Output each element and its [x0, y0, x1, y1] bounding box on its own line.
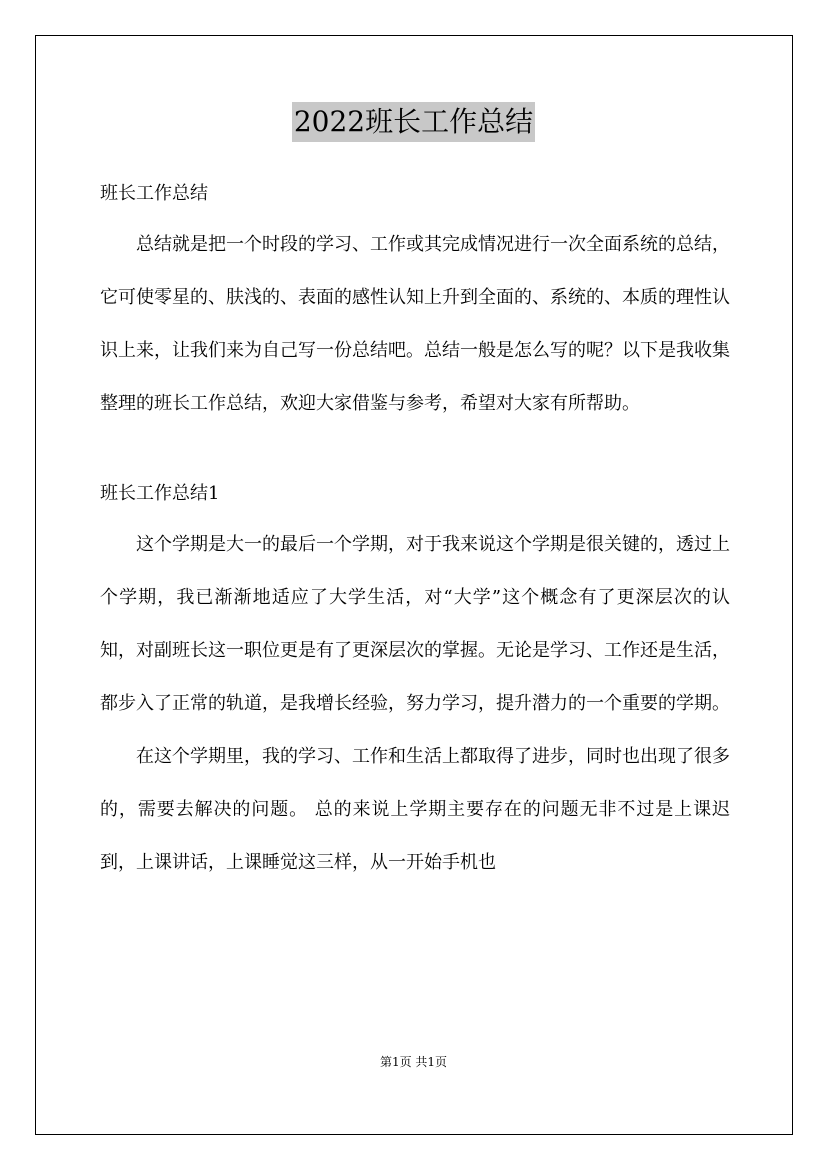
section1-paragraph-2: 在这个学期里，我的学习、工作和生活上都取得了进步，同时也出现了很多的，需要去解决的问题。 总的来说上学期主要存在的问题无非不过是上课迟到，上课讲话，上课睡觉这三样，从一开始手机也 — [100, 746, 730, 873]
page-footer: 第1页 共1页 — [379, 1055, 448, 1069]
document-body — [100, 178, 730, 889]
section1-paragraph-1: 这个学期是大一的最后一个学期，对于我来说这个学期是很关键的，透过上个学期，我已渐渐地适应了大学生活，对“大学”这个概念有了更深层次的认知，对副班长这一职位更是有了更深层次的掌握。无论是学习、工作还是生活，都步入了正常的轨道，是我增长经验，努力学习，提升潜力的一个重要的学期。 — [100, 534, 730, 714]
document-title: 2022班长工作总结 — [292, 102, 535, 142]
intro-heading: 班长工作总结 — [100, 183, 208, 204]
title-container — [0, 102, 827, 142]
intro-paragraph: 总结就是把一个时段的学习、工作或其完成情况进行一次全面系统的总结，它可使零星的、肤浅的、表面的感性认知上升到全面的、系统的、本质的理性认识上来，让我们来为自己写一份总结吧。总结一般是怎么写的呢？以下是我收集整理的班长工作总结，欢迎大家借鉴与参考，希望对大家有所帮助。 — [100, 234, 730, 414]
section1-heading: 班长工作总结1 — [100, 483, 220, 504]
